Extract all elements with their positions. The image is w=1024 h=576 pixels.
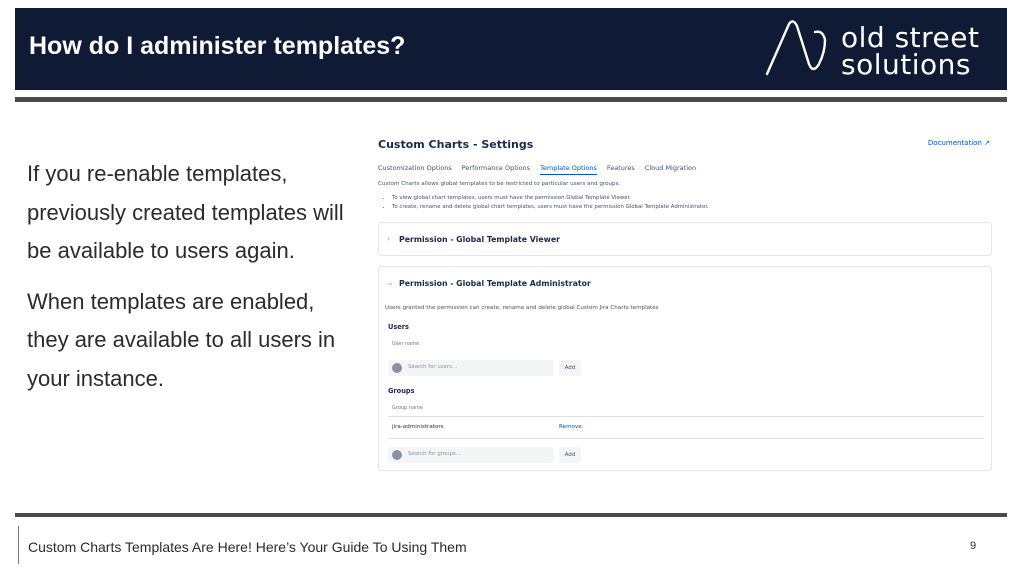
avatar-icon bbox=[392, 450, 402, 460]
chevron-right-icon: › bbox=[387, 234, 391, 243]
company-logo bbox=[763, 18, 999, 80]
body-paragraph-1: If you re-enable templates, previously created templates will be available to users again. bbox=[27, 161, 344, 263]
table-divider bbox=[388, 438, 984, 439]
settings-intro: Custom Charts allows global templates to be restricted to particular users and groups. bbox=[378, 181, 621, 187]
body-paragraph-2: When templates are enabled, they are available to all users in your instance. bbox=[27, 288, 336, 391]
group-name-column: Group name bbox=[392, 405, 423, 411]
bullet-viewer: • To view global chart templates, users must have the permission Global Template Viewer. bbox=[392, 194, 709, 203]
footer-divider bbox=[15, 513, 1007, 517]
groups-section-label: Groups bbox=[388, 387, 415, 395]
tab-cloud-migration[interactable]: Cloud Migration bbox=[644, 164, 697, 172]
external-link-icon: ↗ bbox=[984, 139, 990, 147]
add-group-button[interactable]: Add bbox=[559, 447, 581, 463]
admin-card-description: Users granted the permission can create, rename and delete global Custom Jira Charts templates bbox=[385, 305, 659, 311]
groups-search-placeholder: Search for groups... bbox=[408, 451, 461, 457]
table-divider bbox=[388, 416, 984, 417]
tab-template-options[interactable]: Template Options bbox=[540, 164, 597, 175]
documentation-label: Documentation bbox=[927, 139, 982, 147]
chevron-down-icon[interactable]: ⌄ bbox=[387, 278, 394, 287]
logo-line-2: solutions bbox=[841, 48, 971, 81]
users-search-placeholder: Search for users... bbox=[408, 364, 458, 370]
viewer-card-title: Permission - Global Template Viewer bbox=[399, 235, 560, 244]
page-number: 9 bbox=[970, 540, 977, 552]
footer-caption: Custom Charts Templates Are Here! Here’s Your Guide To Using Them bbox=[28, 539, 467, 555]
viewer-permission-card[interactable] bbox=[378, 222, 992, 256]
bullet-administrator: • To create, rename and delete global chart templates, users must have the permission Global Template Administrator. bbox=[392, 203, 709, 212]
tab-performance-options[interactable]: Performance Options bbox=[461, 164, 531, 172]
admin-card-title: Permission - Global Template Administrator bbox=[399, 279, 591, 288]
header-divider bbox=[15, 97, 1007, 102]
tab-features[interactable]: Features bbox=[606, 164, 635, 172]
footer-accent-line bbox=[18, 526, 19, 564]
permission-bullets bbox=[386, 194, 709, 212]
title-banner bbox=[15, 8, 1007, 90]
logo-mark-icon bbox=[763, 18, 833, 78]
documentation-link[interactable] bbox=[928, 139, 990, 147]
add-user-button[interactable]: Add bbox=[559, 360, 581, 376]
body-text bbox=[27, 155, 362, 410]
tab-customization-options[interactable]: Customization Options bbox=[378, 164, 452, 172]
settings-tabs bbox=[378, 164, 696, 175]
slide-title: How do I administer templates? bbox=[29, 32, 406, 60]
settings-screenshot bbox=[372, 128, 1000, 476]
groups-search-input[interactable] bbox=[388, 447, 554, 463]
remove-group-link[interactable]: Remove bbox=[559, 424, 582, 430]
users-section-label: Users bbox=[388, 323, 409, 331]
avatar-icon bbox=[392, 363, 402, 373]
group-row-name: jira-administrators bbox=[392, 424, 444, 430]
settings-title: Custom Charts - Settings bbox=[378, 138, 534, 151]
admin-permission-card bbox=[378, 266, 992, 471]
users-search-input[interactable] bbox=[388, 360, 554, 376]
user-name-column: User name bbox=[392, 341, 420, 347]
logo-line-1: old street bbox=[841, 21, 980, 54]
logo-wordmark bbox=[841, 21, 980, 81]
